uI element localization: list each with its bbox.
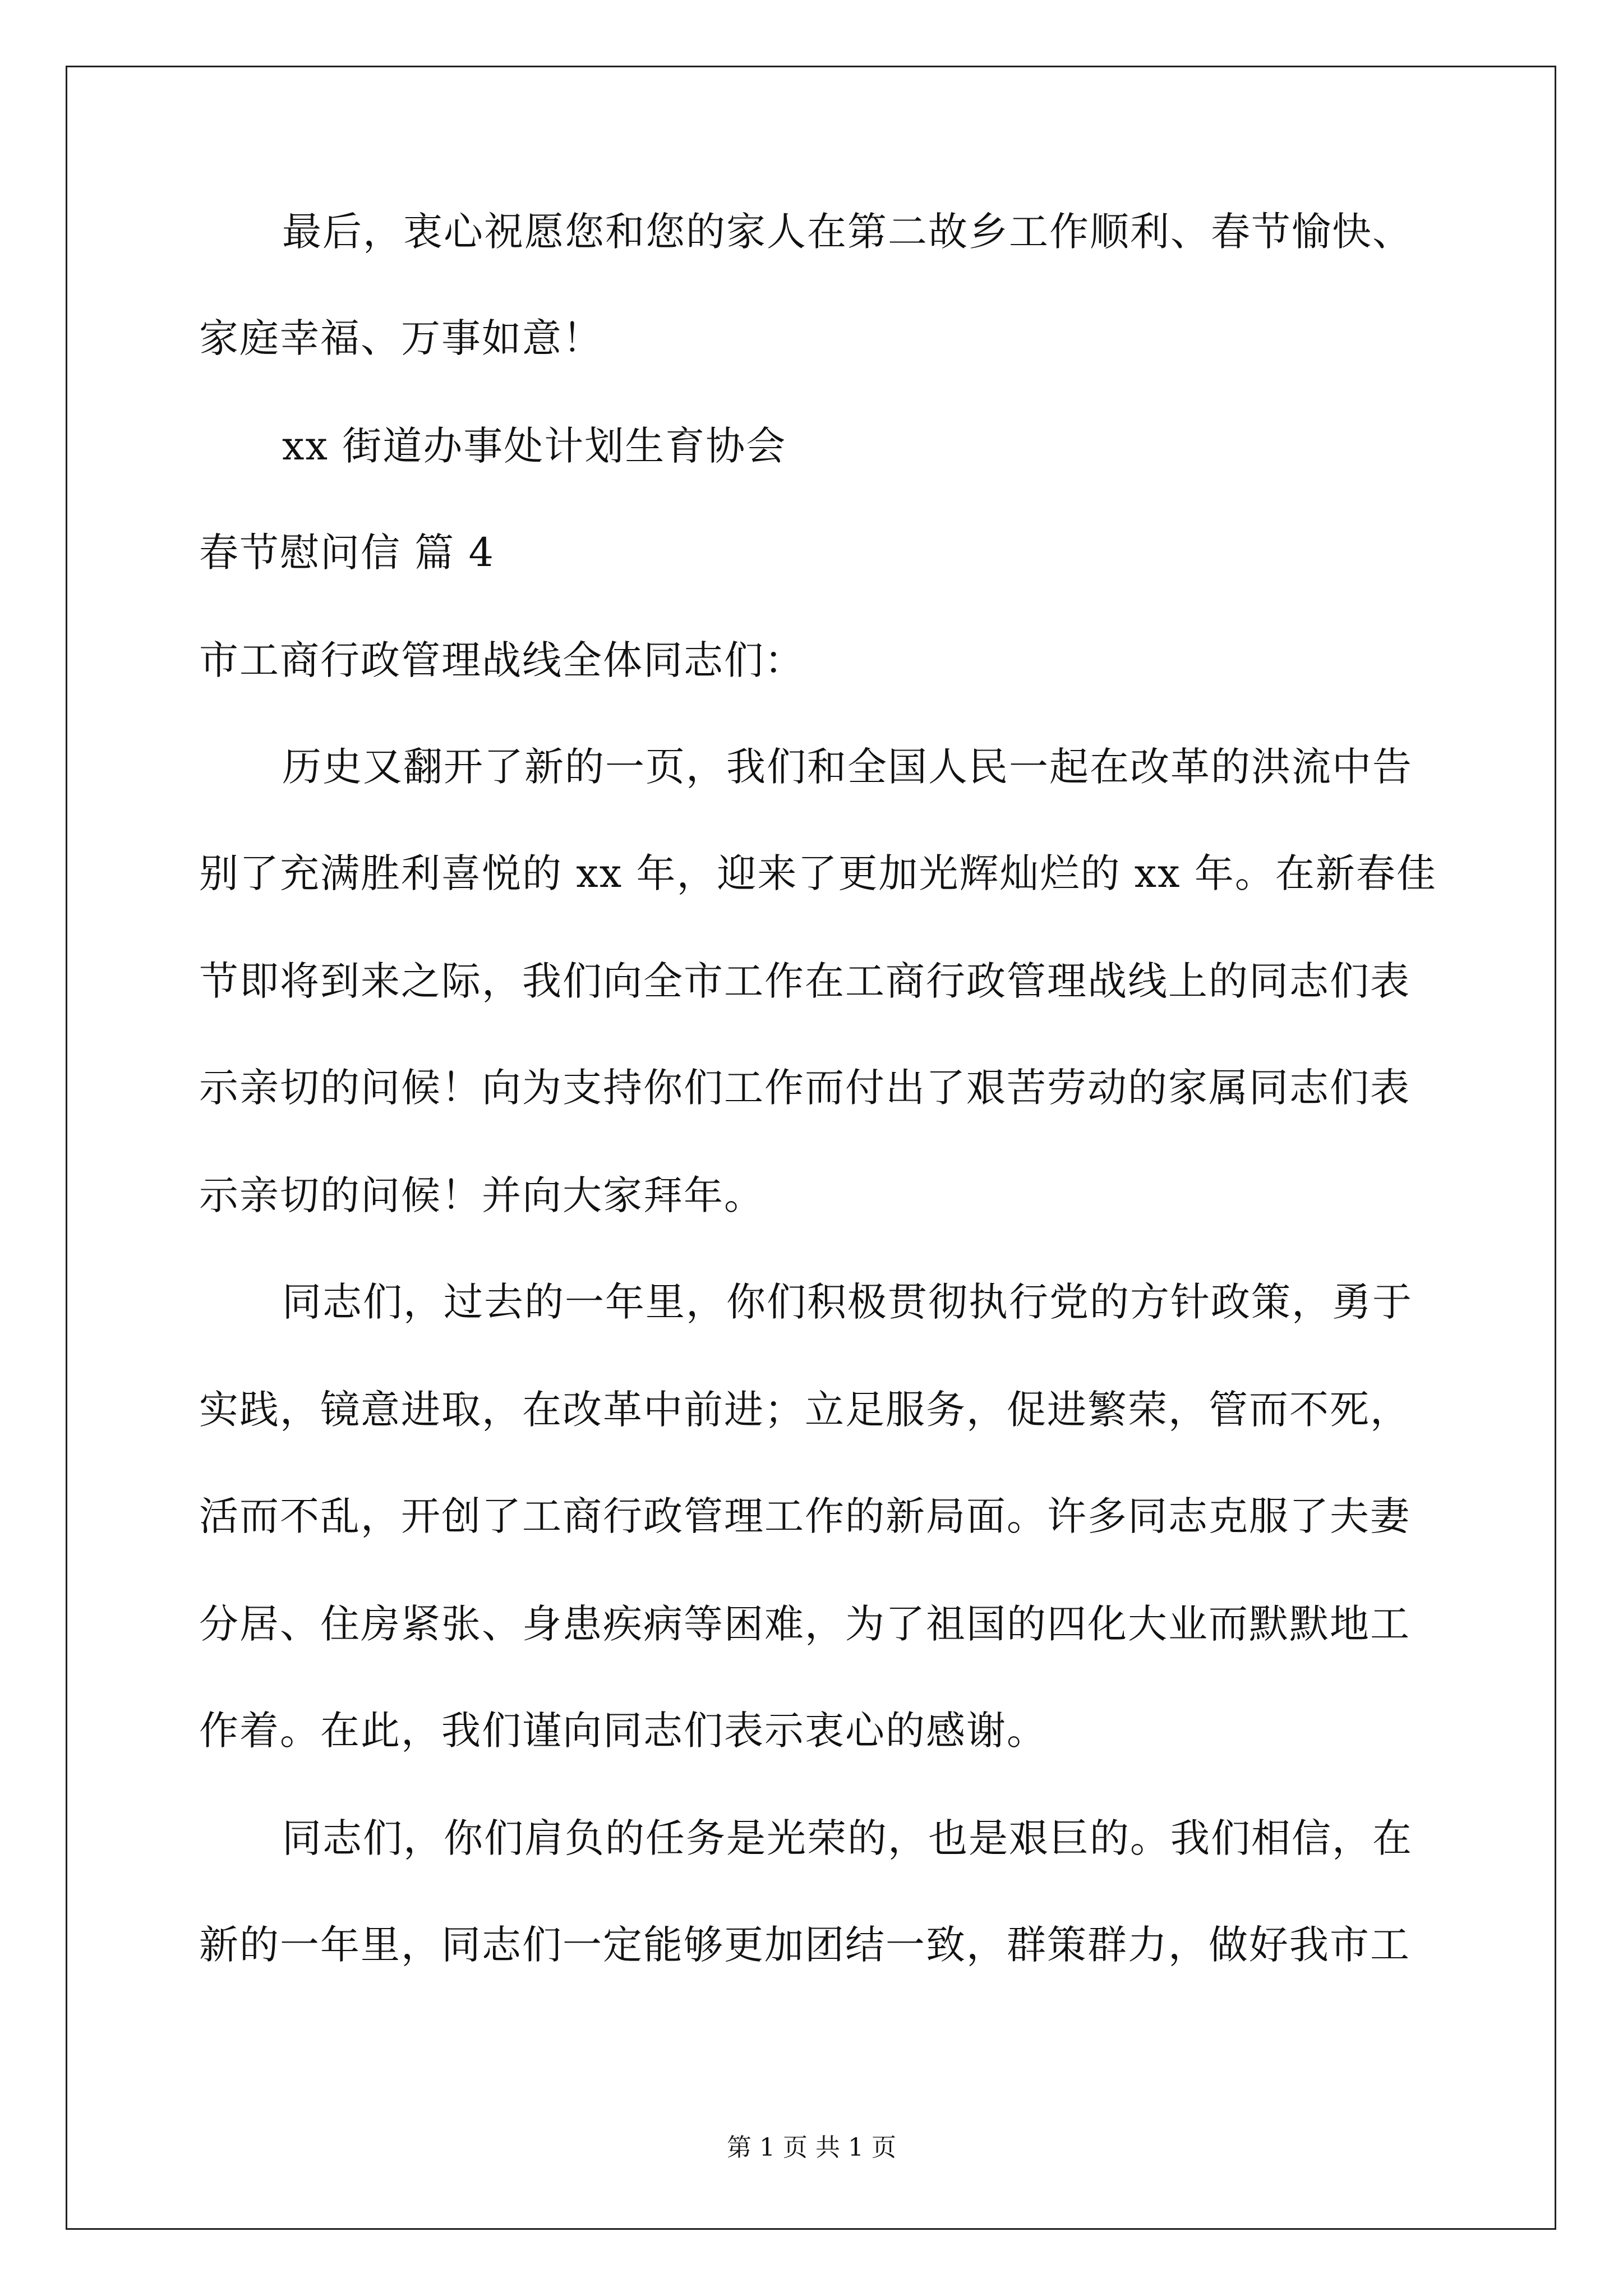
body-3-line-1: 同志们，你们肩负的任务是光荣的，也是艰巨的。我们相信，在 — [282, 1815, 1413, 1861]
section-heading: 春节慰问信 篇 4 — [199, 530, 495, 576]
body-2-line-5: 作着。在此，我们谨向同志们表示衷心的感谢。 — [199, 1708, 1047, 1754]
body-2-line-2: 实践，镜意进取，在改革中前进；立足服务，促进繁荣，管而不死， — [199, 1387, 1410, 1433]
body-2-line-3: 活而不乱，开创了工商行政管理工作的新局面。许多同志克服了夫妻 — [199, 1493, 1410, 1539]
salutation: 市工商行政管理战线全体同志们： — [199, 637, 805, 683]
page-footer: 第 1 页 共 1 页 — [727, 2133, 896, 2162]
body-1-line-1: 历史又翻开了新的一页，我们和全国人民一起在改革的洪流中告 — [282, 744, 1413, 790]
body-3-line-2: 新的一年里，同志们一定能够更加团结一致，群策群力，做好我市工 — [199, 1922, 1410, 1968]
body-1-line-5: 示亲切的问候！并向大家拜年。 — [199, 1172, 764, 1218]
body-2-line-4: 分居、住房紧张、身患疾病等困难，为了祖国的四化大业而默默地工 — [199, 1601, 1410, 1647]
body-2-line-1: 同志们，过去的一年里，你们积极贯彻执行党的方针政策，勇于 — [282, 1279, 1413, 1325]
closing-wish-line-1: 最后，衷心祝愿您和您的家人在第二故乡工作顺利、春节愉快、 — [282, 209, 1413, 255]
body-1-line-2: 别了充满胜利喜悦的 xx 年，迎来了更加光辉灿烂的 xx 年。在新春佳 — [199, 850, 1437, 896]
signature: xx 街道办事处计划生育协会 — [282, 423, 787, 469]
body-1-line-3: 节即将到来之际，我们向全市工作在工商行政管理战线上的同志们表 — [199, 958, 1410, 1004]
body-1-line-4: 示亲切的问候！向为支持你们工作而付出了艰苦劳动的家属同志们表 — [199, 1065, 1410, 1111]
page-border — [66, 66, 1556, 2230]
closing-wish-line-2: 家庭幸福、万事如意！ — [199, 315, 603, 361]
